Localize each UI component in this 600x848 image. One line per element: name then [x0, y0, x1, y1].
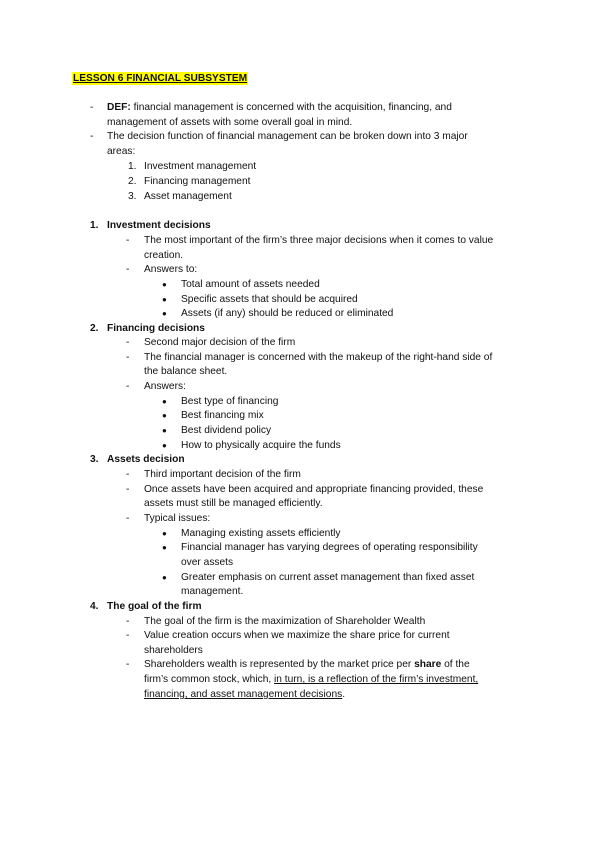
dash-marker: - — [90, 102, 94, 113]
bullet-item: Specific assets that should be acquired — [181, 294, 358, 305]
dash-marker: - — [126, 235, 130, 246]
section-line: Answers to: — [144, 264, 198, 275]
dash-marker: - — [126, 659, 130, 670]
section-line: Value creation occurs when we maximize the share price for current — [144, 630, 450, 641]
dash-marker: - — [126, 381, 130, 392]
dash-marker: - — [126, 484, 130, 495]
bullet-item: How to physically acquire the funds — [181, 440, 341, 451]
section-line — [144, 673, 478, 686]
lesson-title: LESSON 6 FINANCIAL SUBSYSTEM — [73, 73, 248, 84]
section-heading: Assets decision — [107, 454, 185, 465]
section-line: creation. — [144, 250, 184, 261]
bullet-icon: ● — [162, 529, 167, 538]
bullet-item: Best dividend policy — [181, 425, 272, 436]
dash-marker: - — [126, 337, 130, 348]
bullet-item: over assets — [181, 557, 234, 568]
bullet-item: Greater emphasis on current asset management than fixed asset — [181, 572, 475, 583]
section-line: The most important of the firm’s three major decisions when it comes to value — [144, 235, 494, 246]
area-item: Financing management — [144, 176, 251, 187]
def-line-1 — [107, 101, 452, 114]
bullet-item: Financial manager has varying degrees of operating responsibility — [181, 542, 478, 553]
bullet-item: Best financing mix — [181, 410, 264, 421]
bullet-icon: ● — [162, 309, 167, 318]
dash-marker: - — [126, 352, 130, 363]
bullet-item: Assets (if any) should be reduced or eliminated — [181, 308, 394, 319]
area-number: 2. — [128, 176, 137, 187]
text-run: . — [342, 689, 346, 700]
dash-marker: - — [126, 630, 130, 641]
bullet-icon: ● — [162, 426, 167, 435]
section-line: Answers: — [144, 381, 186, 392]
bullet-item: Total amount of assets needed — [181, 279, 320, 290]
bullet-item: Best type of financing — [181, 396, 279, 407]
bullet-icon: ● — [162, 441, 167, 450]
section-number: 1. — [90, 220, 99, 231]
dash-marker: - — [126, 469, 130, 480]
bullet-item: Managing existing assets efficiently — [181, 528, 341, 539]
bullet-icon: ● — [162, 397, 167, 406]
text-run-underlined: in turn, is a reflection of the firm’s investment, — [274, 674, 479, 685]
area-number: 3. — [128, 191, 137, 202]
bullet-icon: ● — [162, 543, 167, 552]
section-line: assets must still be managed efficiently. — [144, 498, 323, 509]
area-item: Asset management — [144, 191, 232, 202]
text-run: firm’s common stock, which, — [144, 674, 275, 685]
section-number: 3. — [90, 454, 99, 465]
area-item: Investment management — [144, 161, 257, 172]
text-run-underlined: financing, and asset management decisions — [144, 689, 343, 700]
def-label: DEF: — [107, 102, 131, 113]
section-line: Once assets have been acquired and appropriate financing provided, these — [144, 484, 484, 495]
section-line: Typical issues: — [144, 513, 211, 524]
dash-marker: - — [126, 513, 130, 524]
text-run: of the — [441, 659, 470, 670]
section-heading: The goal of the firm — [107, 601, 202, 612]
dash-marker: - — [126, 264, 130, 275]
dash-marker: - — [126, 616, 130, 627]
section-heading: Financing decisions — [107, 323, 205, 334]
section-line — [144, 658, 470, 671]
bullet-icon: ● — [162, 295, 167, 304]
dash-marker: - — [90, 131, 94, 142]
bullet-icon: ● — [162, 280, 167, 289]
section-line: the balance sheet. — [144, 366, 228, 377]
section-line: The financial manager is concerned with the makeup of the right-hand side of — [144, 352, 493, 363]
section-line: shareholders — [144, 645, 203, 656]
section-number: 4. — [90, 601, 99, 612]
text-run-bold: share — [414, 659, 442, 670]
text-run: Shareholders wealth is represented by the market price per — [144, 659, 415, 670]
def-line-2: management of assets with some overall goal in mind. — [107, 117, 353, 128]
bullet-icon: ● — [162, 573, 167, 582]
bullet-item: management. — [181, 586, 244, 597]
section-line — [144, 688, 345, 701]
section-line: Third important decision of the firm — [144, 469, 301, 480]
area-number: 1. — [128, 161, 137, 172]
section-line: Second major decision of the firm — [144, 337, 296, 348]
decision-line-2: areas: — [107, 146, 136, 157]
def-text: financial management is concerned with the acquisition, financing, and — [130, 102, 452, 113]
bullet-icon: ● — [162, 411, 167, 420]
section-number: 2. — [90, 323, 99, 334]
decision-line-1: The decision function of financial management can be broken down into 3 major — [107, 131, 468, 142]
section-heading: Investment decisions — [107, 220, 211, 231]
section-line: The goal of the firm is the maximization of Shareholder Wealth — [144, 616, 426, 627]
